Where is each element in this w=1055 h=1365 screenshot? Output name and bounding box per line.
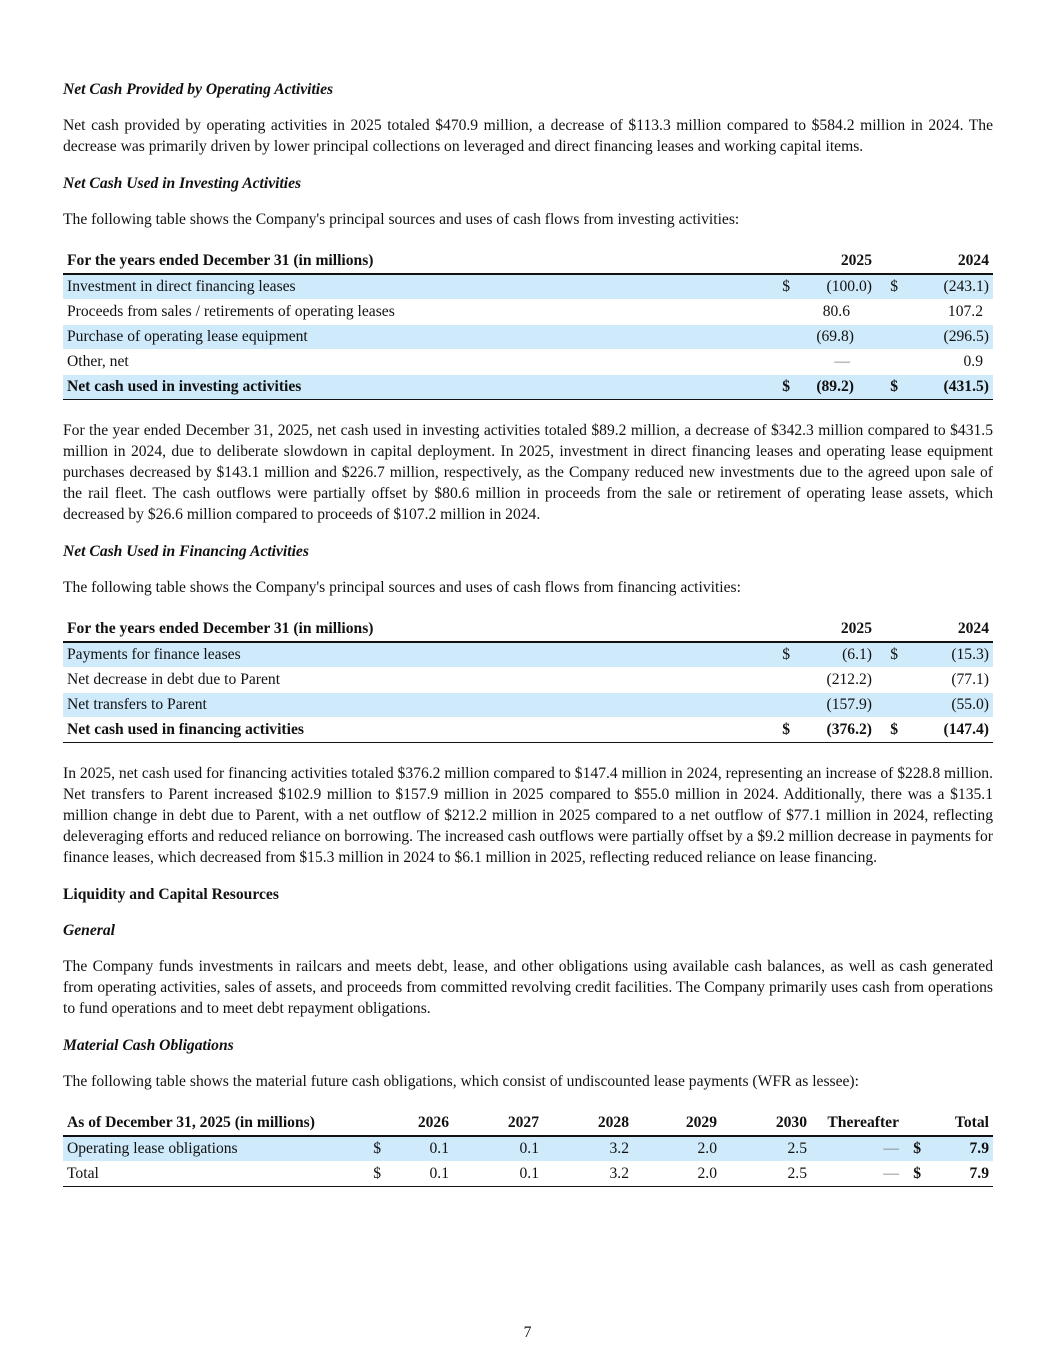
currency-symbol — [876, 668, 898, 693]
general-paragraph: The Company funds investments in railcars and meets debt, lease, and other obligations using available cash balances, as well as cash generated from operating activities, sales of assets, and proceeds from committed revolving credit facilities. The Company primarily uses cash from operations to fund operations and to meet debt repayment obligations. — [63, 958, 993, 1017]
table-header-label: As of December 31, 2025 (in millions) — [63, 1110, 363, 1136]
value-total: 7.9 — [921, 1162, 993, 1187]
currency-symbol: $ — [876, 274, 898, 300]
value-2027: 0.1 — [453, 1136, 543, 1162]
table-header-row — [63, 1110, 993, 1136]
row-label: Purchase of operating lease equipment — [63, 325, 768, 350]
value-2024: (431.5) — [898, 375, 993, 400]
currency-symbol — [876, 325, 898, 350]
table-header-year: 2024 — [876, 248, 993, 274]
value-2024: (296.5) — [898, 325, 993, 350]
document-page — [63, 79, 993, 1207]
row-label: Net cash used in financing activities — [63, 718, 768, 743]
table-header-year: 2030 — [721, 1110, 811, 1136]
table-row — [63, 693, 993, 718]
investing-intro: The following table shows the Company's principal sources and uses of cash flows from investing activities: — [63, 211, 740, 228]
table-header-label: For the years ended December 31 (in millions) — [63, 616, 768, 642]
table-header-label: For the years ended December 31 (in millions) — [63, 248, 768, 274]
currency-symbol: $ — [876, 718, 898, 743]
total-row — [63, 375, 993, 400]
row-label: Payments for finance leases — [63, 642, 768, 668]
table-header-thereafter: Thereafter — [811, 1110, 903, 1136]
currency-symbol: $ — [363, 1162, 381, 1187]
currency-symbol — [768, 325, 790, 350]
value-2024: (55.0) — [898, 693, 993, 718]
value-total: 7.9 — [921, 1136, 993, 1162]
table-row — [63, 668, 993, 693]
value-2025: (6.1) — [790, 642, 876, 668]
currency-symbol — [876, 350, 898, 375]
table-header-row — [63, 616, 993, 642]
investing-paragraph: For the year ended December 31, 2025, net cash used in investing activities totaled $89.2 million, a decrease of $342.3 million compared to $431.5 million in 2024, due to deliberate slowdown in capital deployment. In 2025, investment in direct financing leases and operating lease equipment purchases decreased by $143.1 million and $226.7 million, respectively, as the Company reduced new investments due to the agreed upon sale of the rail fleet. The cash outflows were partially offset by $80.6 million in proceeds from the sale or retirement of operating lease assets, which decreased by $26.6 million compared to proceeds of $107.2 million in 2024. — [63, 422, 993, 523]
currency-symbol — [768, 350, 790, 375]
investing-table — [63, 248, 993, 400]
currency-symbol: $ — [876, 642, 898, 668]
operating-heading: Net Cash Provided by Operating Activities — [63, 81, 334, 98]
table-header-year: 2029 — [633, 1110, 721, 1136]
value-2027: 0.1 — [453, 1162, 543, 1187]
value-2025: 80.6 — [790, 300, 876, 325]
material-heading: Material Cash Obligations — [63, 1037, 234, 1054]
page-number: 7 — [523, 1324, 532, 1341]
value-2024: (147.4) — [898, 718, 993, 743]
total-row — [63, 718, 993, 743]
currency-symbol — [768, 693, 790, 718]
table-header-year: 2026 — [363, 1110, 453, 1136]
currency-symbol: $ — [768, 718, 790, 743]
value-2024: 0.9 — [898, 350, 993, 375]
currency-symbol — [876, 693, 898, 718]
table-row — [63, 325, 993, 350]
investing-heading: Net Cash Used in Investing Activities — [63, 175, 302, 192]
value-2025: — — [790, 350, 876, 375]
liquidity-heading: Liquidity and Capital Resources — [63, 886, 279, 903]
value-2026: 0.1 — [381, 1136, 453, 1162]
value-2029: 2.0 — [633, 1162, 721, 1187]
currency-symbol: $ — [903, 1136, 921, 1162]
table-header-year: 2025 — [768, 616, 876, 642]
currency-symbol: $ — [768, 375, 790, 400]
value-2025: (100.0) — [790, 274, 876, 300]
currency-symbol: $ — [903, 1162, 921, 1187]
currency-symbol — [768, 300, 790, 325]
value-2024: (243.1) — [898, 274, 993, 300]
row-label: Total — [63, 1162, 363, 1187]
table-header-year: 2027 — [453, 1110, 543, 1136]
financing-intro: The following table shows the Company's principal sources and uses of cash flows from financing activities: — [63, 579, 741, 596]
currency-symbol: $ — [768, 274, 790, 300]
row-label: Net cash used in investing activities — [63, 375, 768, 400]
table-row — [63, 1136, 993, 1162]
table-header-year: 2028 — [543, 1110, 633, 1136]
currency-symbol: $ — [363, 1136, 381, 1162]
row-label: Net decrease in debt due to Parent — [63, 668, 768, 693]
table-header-row — [63, 248, 993, 274]
row-label: Other, net — [63, 350, 768, 375]
currency-symbol: $ — [876, 375, 898, 400]
value-2024: 107.2 — [898, 300, 993, 325]
value-2025: (157.9) — [790, 693, 876, 718]
table-row — [63, 1162, 993, 1187]
value-2028: 3.2 — [543, 1162, 633, 1187]
value-2030: 2.5 — [721, 1136, 811, 1162]
table-row — [63, 350, 993, 375]
value-2028: 3.2 — [543, 1136, 633, 1162]
material-intro: The following table shows the material future cash obligations, which consist of undiscounted lease payments (WFR as lessee): — [63, 1073, 859, 1090]
value-2029: 2.0 — [633, 1136, 721, 1162]
value-2030: 2.5 — [721, 1162, 811, 1187]
table-header-year: 2024 — [876, 616, 993, 642]
general-heading: General — [63, 922, 115, 939]
table-row — [63, 300, 993, 325]
value-2025: (212.2) — [790, 668, 876, 693]
value-2025: (376.2) — [790, 718, 876, 743]
value-2025: (69.8) — [790, 325, 876, 350]
table-row — [63, 642, 993, 668]
obligations-table — [63, 1110, 993, 1187]
table-header-total: Total — [903, 1110, 993, 1136]
value-2025: (89.2) — [790, 375, 876, 400]
currency-symbol — [768, 668, 790, 693]
row-label: Investment in direct financing leases — [63, 274, 768, 300]
operating-paragraph: Net cash provided by operating activities in 2025 totaled $470.9 million, a decrease of $113.3 million compared to $584.2 million in 2024. The decrease was primarily driven by lower principal collections on leveraged and direct financing leases and working capital items. — [63, 117, 993, 155]
financing-table — [63, 616, 993, 743]
value-2024: (15.3) — [898, 642, 993, 668]
table-header-year: 2025 — [768, 248, 876, 274]
value-thereafter: — — [811, 1136, 903, 1162]
row-label: Proceeds from sales / retirements of operating leases — [63, 300, 768, 325]
table-row — [63, 274, 993, 300]
value-2024: (77.1) — [898, 668, 993, 693]
currency-symbol: $ — [768, 642, 790, 668]
row-label: Operating lease obligations — [63, 1136, 363, 1162]
financing-paragraph: In 2025, net cash used for financing activities totaled $376.2 million compared to $147.4 million in 2024, representing an increase of $228.8 million. Net transfers to Parent increased $102.9 million to $157.9 million in 2025 compared to $55.0 million in 2024. Additionally, there was a $135.1 million change in debt due to Parent, with a net outflow of $212.2 million in 2025 compared to a net outflow of $77.1 million in 2024, reflecting deleveraging efforts and reduced reliance on borrowing. The increased cash outflows were partially offset by a $9.2 million decrease in payments for finance leases, which decreased from $15.3 million in 2024 to $6.1 million in 2025, reflecting reduced reliance on lease financing. — [63, 765, 993, 866]
row-label: Net transfers to Parent — [63, 693, 768, 718]
value-thereafter: — — [811, 1162, 903, 1187]
financing-heading: Net Cash Used in Financing Activities — [63, 543, 309, 560]
value-2026: 0.1 — [381, 1162, 453, 1187]
currency-symbol — [876, 300, 898, 325]
